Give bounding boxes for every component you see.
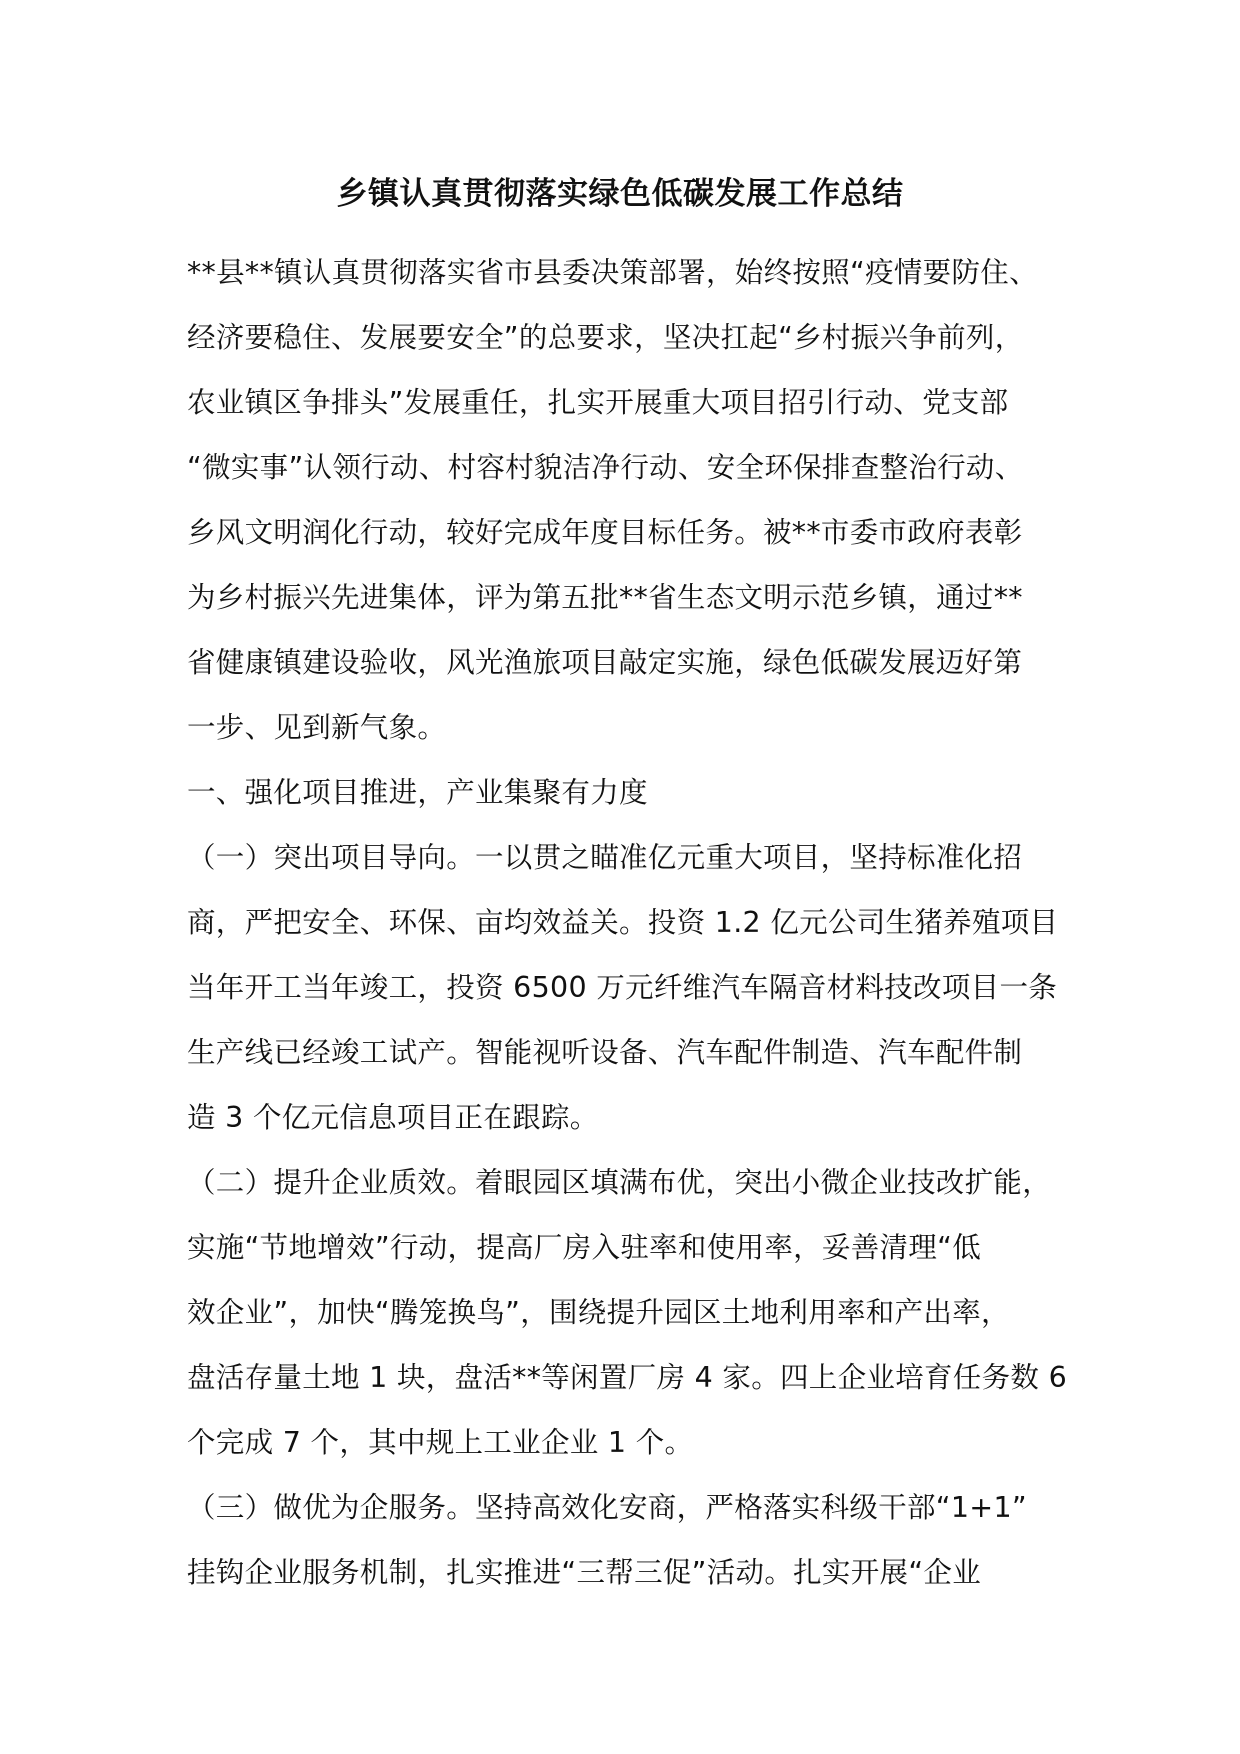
body-line: （二）提升企业质效。着眼园区填满布优，突出小微企业技改扩能，	[187, 1166, 1052, 1199]
body-line: 生产线已经竣工试产。智能视听设备、汽车配件制造、汽车配件制	[187, 1036, 1023, 1069]
section-heading: 一、强化项目推进，产业集聚有力度	[187, 776, 648, 809]
body-line: 造 3 个亿元信息项目正在跟踪。	[187, 1101, 599, 1134]
body-line: 农业镇区争排头”发展重任，扎实开展重大项目招引行动、党支部	[187, 386, 1009, 419]
body-line: “微实事”认领行动、村容村貌洁净行动、安全环保排查整治行动、	[187, 451, 1024, 484]
body-line: （一）突出项目导向。一以贯之瞄准亿元重大项目，坚持标准化招	[187, 841, 1023, 874]
document-body	[187, 240, 1087, 1605]
body-line: 为乡村振兴先进集体，评为第五批**省生态文明示范乡镇，通过**	[187, 581, 1023, 614]
body-line: 经济要稳住、发展要安全”的总要求，坚决扛起“乡村振兴争前列，	[187, 321, 1024, 354]
body-line: 实施“节地增效”行动，提高厂房入驻率和使用率，妥善清理“低	[187, 1231, 981, 1264]
body-line: 效企业”，加快“腾笼换鸟”，围绕提升园区土地利用率和产出率，	[187, 1296, 1010, 1329]
body-line: （三）做优为企服务。坚持高效化安商，严格落实科级干部“1+1”	[187, 1491, 1027, 1524]
body-line: 挂钩企业服务机制，扎实推进“三帮三促”活动。扎实开展“企业	[187, 1556, 981, 1589]
body-line: **县**镇认真贯彻落实省市县委决策部署，始终按照“疫情要防住、	[187, 256, 1038, 289]
document-title: 乡镇认真贯彻落实绿色低碳发展工作总结	[336, 176, 904, 212]
body-line: 商，严把安全、环保、亩均效益关。投资 1.2 亿元公司生猪养殖项目	[187, 906, 1059, 939]
body-line: 一步、见到新气象。	[187, 711, 447, 744]
body-line: 乡风文明润化行动，较好完成年度目标任务。被**市委市政府表彰	[187, 516, 1023, 549]
body-line: 盘活存量土地 1 块，盘活**等闲置厂房 4 家。四上企业培育任务数 6	[187, 1361, 1067, 1394]
body-line: 省健康镇建设验收，风光渔旅项目敲定实施，绿色低碳发展迈好第	[187, 646, 1023, 679]
body-line: 个完成 7 个，其中规上工业企业 1 个。	[187, 1426, 694, 1459]
body-line: 当年开工当年竣工，投资 6500 万元纤维汽车隔音材料技改项目一条	[187, 971, 1058, 1004]
